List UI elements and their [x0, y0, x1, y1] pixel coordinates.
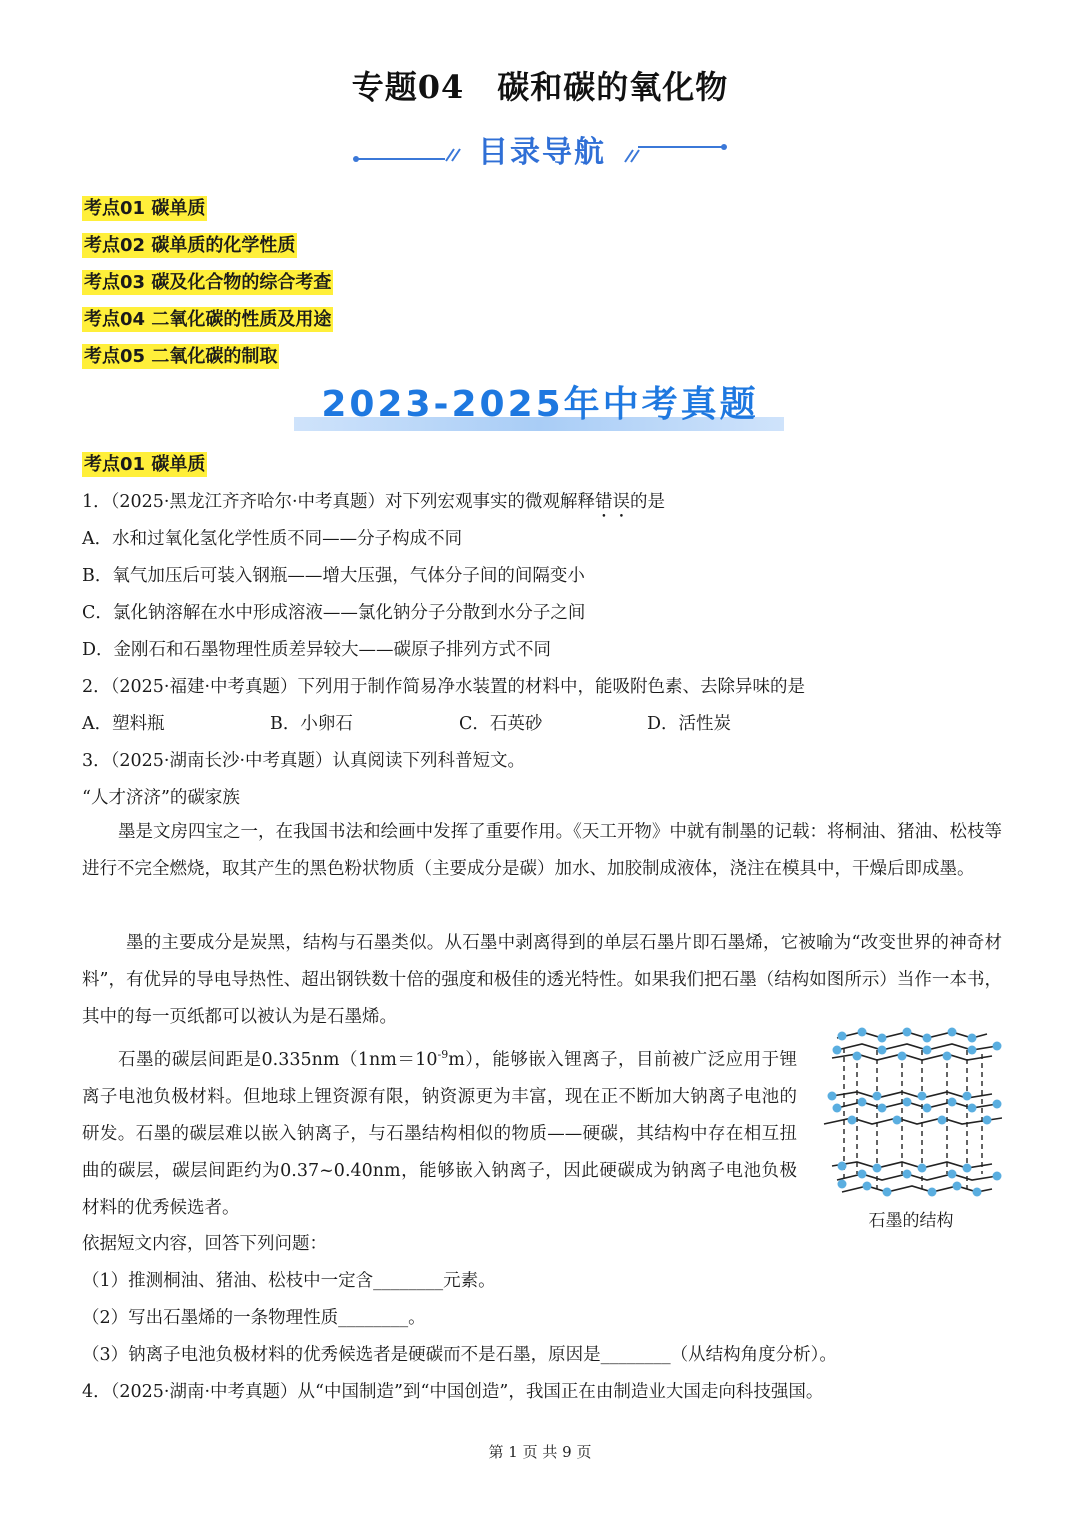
p3-part-a: 石墨的碳层间距是0.335nm（1nm＝10 — [118, 1049, 438, 1070]
q1-stem-suffix: 的是 — [630, 492, 666, 512]
q1-stem-emphasis: 错误 — [595, 492, 631, 512]
section-heading — [82, 450, 207, 476]
article-paragraph-1: 墨是文房四宝之一，在我国书法和绘画中发挥了重要作用。《天工开物》中就有制墨的记载：将桐油、猪油、松枝等进行不完全燃烧，取其产生的黑色粉状物质（主要成分是碳）加水、加胶制成液体，浇注在模具中，干燥后即成墨。 — [82, 822, 1002, 879]
q1-option-c: C．氯化钠溶解在水中形成溶液——氯化钠分子分散到水分子之间 — [82, 603, 586, 623]
toc-item-label: 考点03 碳及化合物的综合考查 — [84, 272, 332, 293]
question-3-stem: 3．（2025·湖南长沙·中考真题）认真阅读下列科普短文。 — [82, 751, 526, 771]
toc-item-label: 考点01 碳单质 — [84, 198, 206, 219]
page-footer: 第 1 页 共 9 页 — [488, 1443, 592, 1461]
q1-option-b: B．氧气加压后可装入钢瓶——增大压强，气体分子间的间隔变小 — [82, 566, 585, 586]
figure-caption: 石墨的结构 — [868, 1211, 954, 1231]
toc-item-01[interactable] — [82, 194, 333, 231]
toc-item-05[interactable] — [82, 342, 333, 379]
subquestion-2: （2）写出石墨烯的一条物理性质________。 — [82, 1308, 426, 1328]
q2-option-b: B．小卵石 — [270, 714, 353, 734]
toc-nav-banner — [350, 132, 730, 176]
graphite-structure-figure — [822, 1024, 1002, 1234]
article-title: “人才济济”的碳家族 — [82, 788, 240, 808]
toc-item-label: 考点02 碳单质的化学性质 — [84, 235, 296, 256]
page-title: 专题04 碳和碳的氧化物 — [351, 68, 729, 106]
q1-option-a: A．水和过氧化氢化学性质不同——分子构成不同 — [82, 529, 463, 549]
toc-item-label: 考点04 二氧化碳的性质及用途 — [84, 309, 332, 330]
graphite-structure-diagram — [822, 1024, 1002, 1204]
q2-option-c: C．石英砂 — [459, 714, 543, 734]
q1-option-d: D．金刚石和石墨物理性质差异较大——碳原子排列方式不同 — [82, 640, 552, 660]
article-paragraph-3 — [82, 1036, 797, 1227]
toc-item-02[interactable] — [82, 231, 333, 268]
p3-part-b: m），能够嵌入锂离子，目前被广泛应用于锂离子电池负极材料。但地球上锂资源有限，钠资源更为丰富，现在正不断加大钠离子电池的研发。石墨的碳层难以嵌入钠离子，与石墨结构相似的物质——硬碳，其结构中存在相互扭曲的碳层，碳层间距约为0.37~0.40nm，能够嵌入钠离子，因此硬碳成为钠离子电池负极材料的优秀候选者。 — [82, 1049, 798, 1218]
question-2-stem: 2．（2025·福建·中考真题）下列用于制作简易净水装置的材料中，能吸附色素、去除异味的是 — [82, 677, 806, 697]
question-4-stem: 4．（2025·湖南·中考真题）从“中国制造”到“中国创造”，我国正在由制造业大国走向科技强国。 — [82, 1382, 824, 1402]
subquestion-3: （3）钠离子电池负极材料的优秀候选者是硬碳而不是石墨，原因是________（从结构角度分析）。 — [82, 1345, 837, 1365]
q2-option-d: D．活性炭 — [647, 714, 732, 734]
subquestion-1: （1）推测桐油、猪油、松枝中一定含________元素。 — [82, 1271, 496, 1291]
p3-exponent: -9 — [437, 1048, 449, 1061]
toc-item-04[interactable] — [82, 305, 333, 342]
section-heading-label: 考点01 碳单质 — [84, 454, 206, 475]
q2-option-a: A．塑料瓶 — [82, 714, 165, 734]
toc-item-label: 考点05 二氧化碳的制取 — [84, 346, 278, 367]
year-banner — [290, 383, 790, 435]
table-of-contents — [82, 194, 333, 379]
article-paragraph-2: 墨的主要成分是炭黑，结构与石墨类似。从石墨中剥离得到的单层石墨片即石墨烯，它被喻为“改变世界的神奇材料”，有优异的导电导热性、超出钢铁数十倍的强度和极佳的透光特性。如果我们把石墨（结构如图所示）当作一本书，其中的每一页纸都可以被认为是石墨烯。 — [82, 933, 1002, 1027]
toc-item-03[interactable] — [82, 268, 333, 305]
year-banner-text: 2023-2025年中考真题 — [321, 384, 759, 425]
nav-banner-text: 目录导航 — [478, 135, 606, 170]
q1-stem-prefix: 1．（2025·黑龙江齐齐哈尔·中考真题）对下列宏观事实的微观解释 — [82, 492, 596, 512]
answer-prompt: 依据短文内容，回答下列问题： — [82, 1234, 327, 1254]
question-1-stem — [82, 488, 665, 522]
